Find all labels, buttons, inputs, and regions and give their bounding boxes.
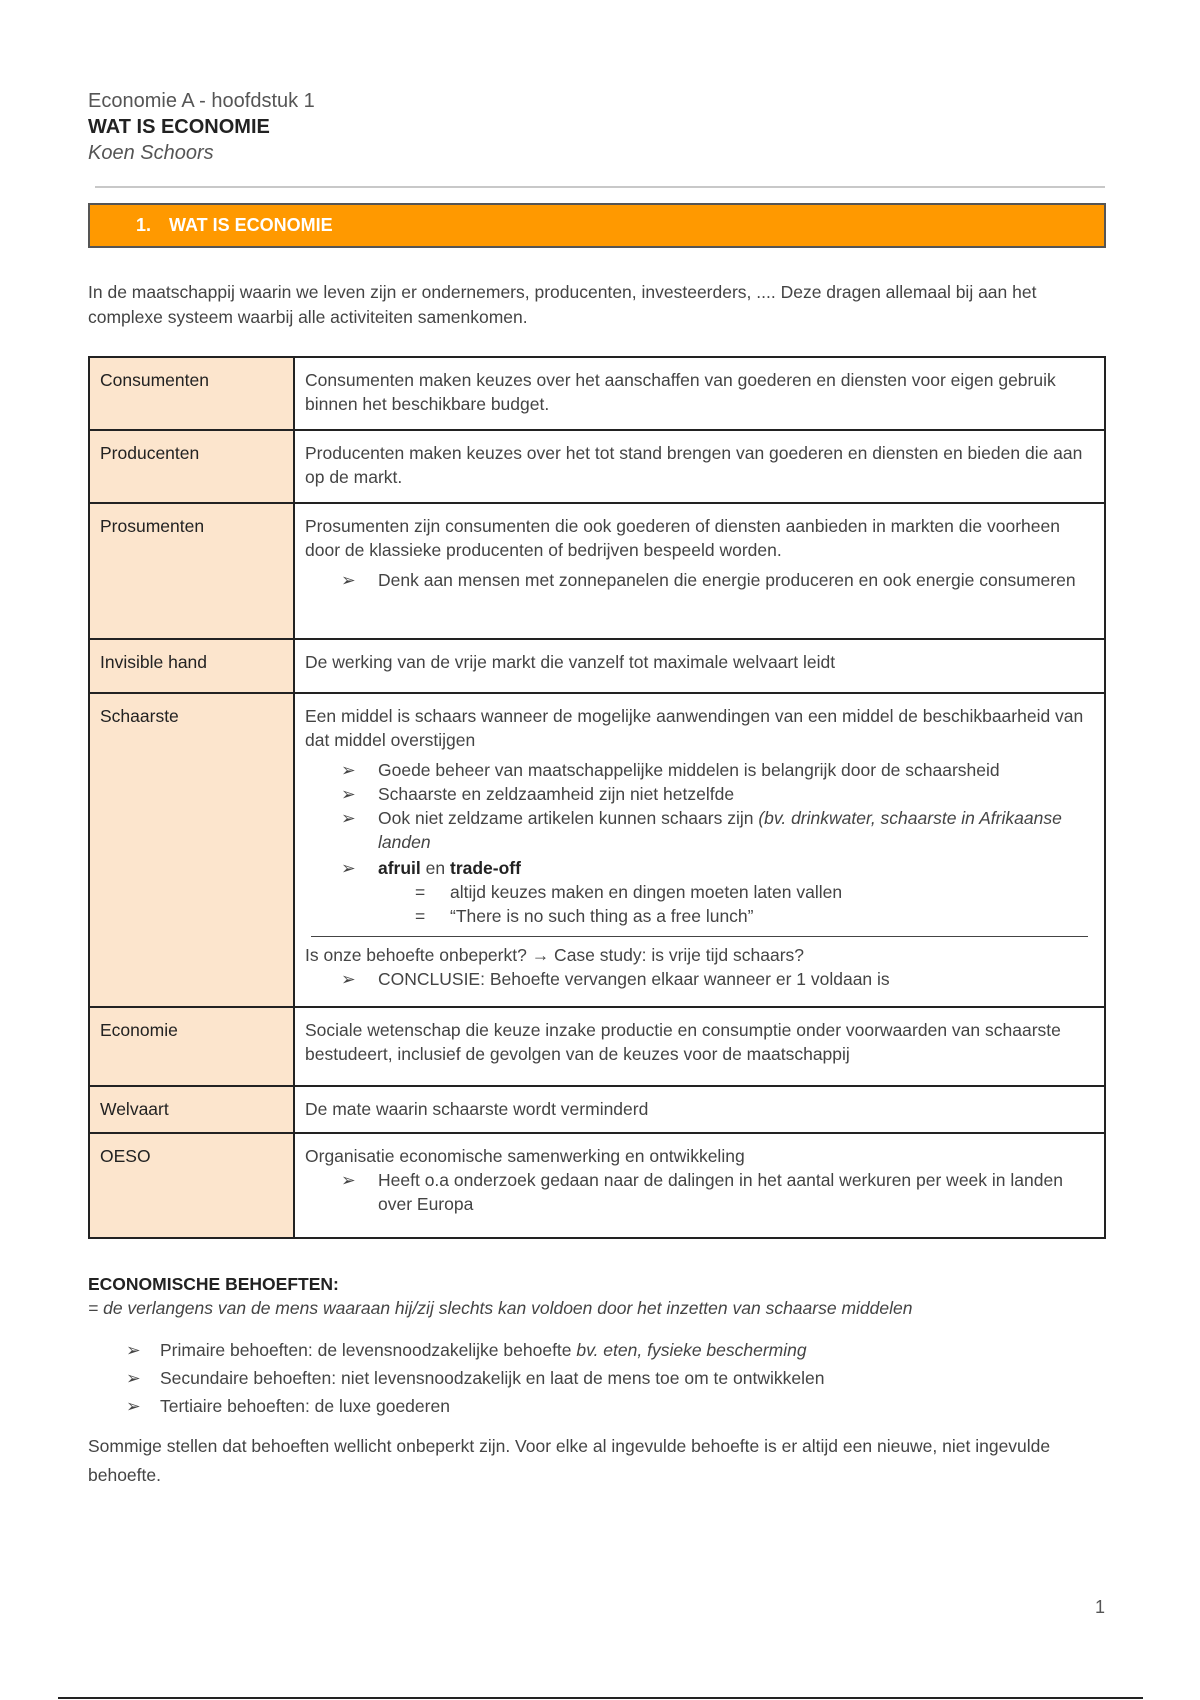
term-cell: Schaarste [89,693,294,1007]
equals-item [305,904,1094,928]
table-row [89,1086,1105,1133]
behoeften-definition: = de verlangens van de mens waaraan hij/zij slechts kan voldoen door het inzetten van schaarse middelen [88,1298,913,1318]
behoeften-list [88,1336,1108,1420]
arrow-bullet-icon: ➢ [341,784,356,804]
term-cell: Producenten [89,430,294,503]
arrow-bullet-icon: ➢ [126,1368,141,1388]
term-cell: Consumenten [89,357,294,430]
equals-text: “There is no such thing as a free lunch” [450,906,754,926]
definition-cell [294,1133,1105,1238]
definition-cell [294,693,1105,1007]
list-item [88,1336,1108,1364]
equals-item [305,880,1094,904]
definition-text: Organisatie economische samenwerking en ontwikkeling [305,1146,745,1166]
behoeften-heading: ECONOMISCHE BEHOEFTEN: [88,1274,339,1294]
table-row [89,639,1105,693]
term-cell: OESO [89,1133,294,1238]
definition-cell: Sociale wetenschap die keuze inzake productie en consumptie onder voorwaarden van schaarste bestudeert, inclusief de gevolgen van de keuzes voor de maatschappij [294,1007,1105,1086]
behoeften-section [88,1272,1108,1320]
list-item [88,1392,1108,1420]
equals-mark: = [415,906,426,926]
equals-mark: = [415,882,426,902]
arrow-bullet-icon: ➢ [341,1170,356,1190]
list-text: Secundaire behoeften: niet levensnoodzakelijk en laat de mens toe om te ontwikkelen [160,1368,825,1388]
list-item [88,1364,1108,1392]
definition-cell: De werking van de vrije markt die vanzelf tot maximale welvaart leidt [294,639,1105,693]
arrow-bullet-icon: ➢ [341,858,356,878]
intro-paragraph: In de maatschappij waarin we leven zijn er ondernemers, producenten, investeerders, .... Deze dragen allemaal bij aan het complexe systeem waarbij alle activiteiten samenkomen. [88,282,1037,327]
arrow-bullet-icon: ➢ [341,808,356,828]
table-row [89,357,1105,430]
list-example: bv. eten, fysieke bescherming [576,1340,807,1360]
bullet-item [305,782,1094,806]
bullet-item [305,967,1094,991]
footer-divider [58,1697,1143,1699]
definition-cell: Producenten maken keuzes over het tot stand brengen van goederen en diensten en bieden die aan op de markt. [294,430,1105,503]
bullet-text: CONCLUSIE: Behoefte vervangen elkaar wanneer er 1 voldaan is [378,969,890,989]
header-divider [95,186,1105,188]
term-cell: Invisible hand [89,639,294,693]
case-study-question: Is onze behoefte onbeperkt? → Case study: is vrije tijd schaars? [305,945,805,965]
section-title: WAT IS ECONOMIE [169,215,333,235]
bullet-text [343,856,1094,880]
table-row [89,693,1105,1007]
document-title: WAT IS ECONOMIE [88,116,270,138]
arrow-bullet-icon: ➢ [126,1396,141,1416]
section-number: 1. [136,215,152,235]
definition-cell [294,503,1105,639]
term-cell: Welvaart [89,1086,294,1133]
table-row [89,430,1105,503]
bullet-item [305,758,1094,782]
section-heading-bar [88,203,1106,248]
definition-cell: Consumenten maken keuzes over het aanschaffen van goederen en diensten voor eigen gebruik binnen het beschikbare budget. [294,357,1105,430]
table-row [89,1133,1105,1238]
bullet-text: Denk aan mensen met zonnepanelen die energie produceren en ook energie consumeren [378,570,1076,590]
definitions-table [88,356,1106,1239]
list-text: Primaire behoeften: de levensnoodzakelijke behoefte [160,1340,577,1360]
definition-cell: De mate waarin schaarste wordt verminderd [294,1086,1105,1133]
page-number: 1 [1095,1597,1106,1617]
equals-text: altijd keuzes maken en dingen moeten laten vallen [450,882,843,902]
definition-text: Een middel is schaars wanneer de mogelijke aanwendingen van een middel de beschikbaarheid van dat middel overstijgen [305,706,1084,750]
arrow-bullet-icon: ➢ [341,760,356,780]
bullet-text: Goede beheer van maatschappelijke middelen is belangrijk door de schaarsheid [378,760,1000,780]
term-cell: Prosumenten [89,503,294,639]
term-cell: Economie [89,1007,294,1086]
author-name: Koen Schoors [88,142,214,164]
bullet-item [305,856,1094,880]
term-afruil: afruil [378,858,421,878]
bullet-item [305,568,1094,592]
bullet-text: Heeft o.a onderzoek gedaan naar de dalingen in het aantal werkuren per week in landen over Europa [378,1170,1063,1214]
arrow-bullet-icon: ➢ [126,1340,141,1360]
document-header [88,88,315,166]
closing-paragraph: Sommige stellen dat behoeften wellicht onbeperkt zijn. Voor elke al ingevulde behoefte is er altijd een nieuwe, niet ingevulde behoefte. [88,1436,1051,1485]
bullet-item [305,806,1094,854]
course-label: Economie A - hoofdstuk 1 [88,90,315,112]
inner-divider [311,936,1088,937]
definition-text: Prosumenten zijn consumenten die ook goederen of diensten aanbieden in markten die voorheen door de klassieke producenten of bedrijven bespeeld worden. [305,516,1060,560]
table-row [89,503,1105,639]
arrow-bullet-icon: ➢ [341,969,356,989]
bullet-text [343,806,1094,854]
arrow-bullet-icon: ➢ [341,570,356,590]
bullet-text: Schaarste en zeldzaamheid zijn niet hetzelfde [378,784,735,804]
term-trade-off: trade-off [450,858,521,878]
connector-text: en [420,858,450,878]
bullet-text-italic: (bv. drinkwater, schaarste in Afrikaanse landen [378,808,1062,852]
bullet-item [305,1168,1094,1216]
table-row [89,1007,1105,1086]
list-text: Tertiaire behoeften: de luxe goederen [160,1396,450,1416]
bullet-text-plain: Ook niet zeldzame artikelen kunnen schaars zijn [378,808,759,828]
